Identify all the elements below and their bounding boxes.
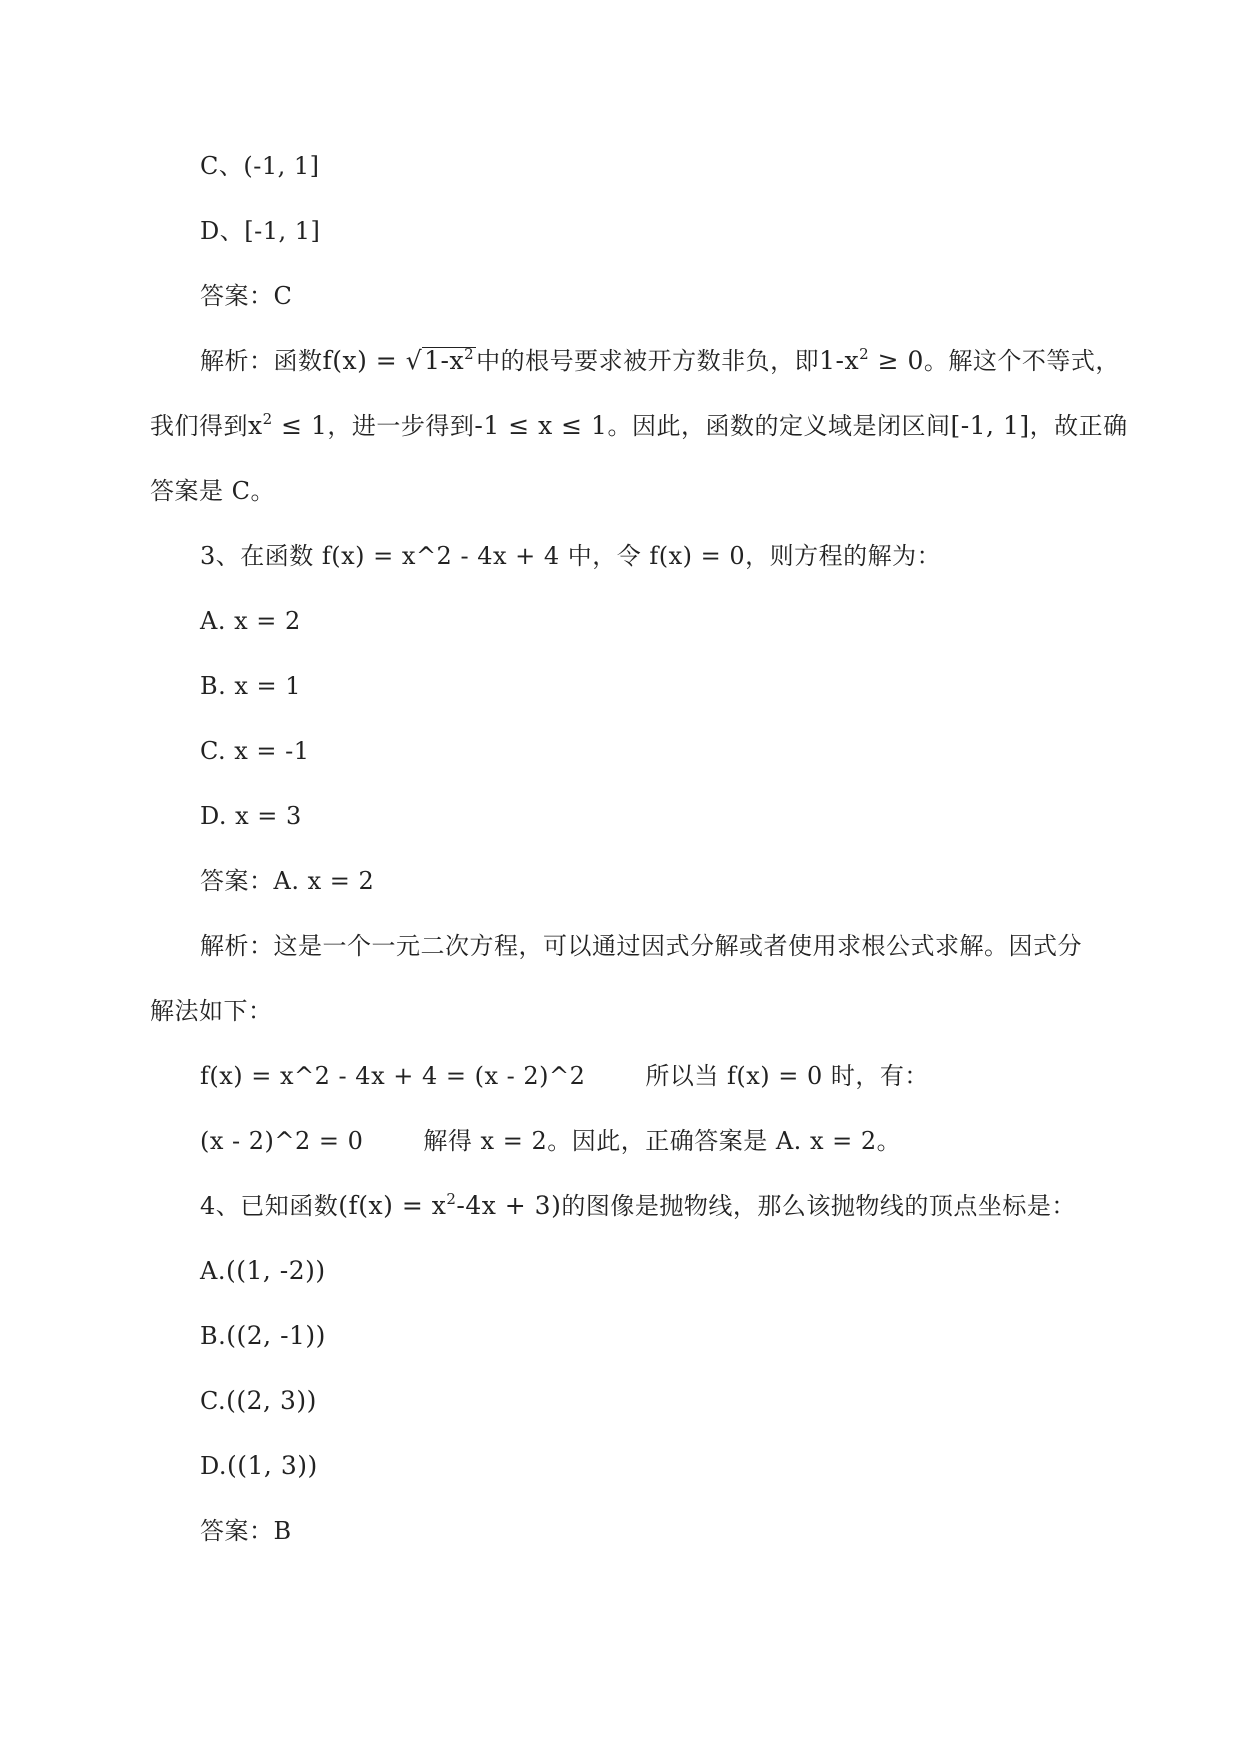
q4-option-a xyxy=(200,1255,326,1287)
q4-option-a-label: A. xyxy=(200,1257,226,1285)
q2-analysis-label: 解析：函数 xyxy=(200,347,323,375)
step1-expression: f(x) = x^2 - 4x + 4 = (x - 2)^2 xyxy=(200,1062,586,1090)
ineq-rest: ≥ 0 xyxy=(869,346,924,375)
line2-x-squared xyxy=(248,411,327,440)
radicand-base: 1-x xyxy=(424,346,465,375)
q4-title-start: 4、已知函数 xyxy=(200,1192,339,1220)
q3-option-a: A. x = 2 xyxy=(200,607,301,635)
step1-text: 所以当 f(x) = 0 时，有： xyxy=(645,1062,929,1090)
line2-start: 我们得到 xyxy=(150,412,248,440)
q3-answer: 答案：A. x = 2 xyxy=(200,867,375,895)
sqrt-sign: √ xyxy=(405,346,423,375)
step2-text: 解得 x = 2。因此，正确答案是 A. x = 2。 xyxy=(423,1127,902,1155)
q2-analysis-line3: 答案是 C。 xyxy=(150,477,275,505)
line2-interval: [-1, 1] xyxy=(950,411,1030,440)
q4-option-c-label: C. xyxy=(200,1387,227,1415)
q4-option-c-value: ((2, 3)) xyxy=(226,1386,317,1415)
ineq-base: 1-x xyxy=(819,346,860,375)
q2-ineq xyxy=(819,346,924,375)
q3-option-d: D. x = 3 xyxy=(200,802,302,830)
q4-option-a-value: ((1, -2)) xyxy=(225,1256,326,1285)
q4-title xyxy=(200,1190,1076,1222)
q4-expr-exponent: 2 xyxy=(446,1190,457,1208)
q2-analysis-mid: 中的根号要求被开方数非负，即 xyxy=(476,347,820,375)
q4-option-d-value: ((1, 3)) xyxy=(227,1451,318,1480)
q3-step2 xyxy=(200,1125,901,1157)
q4-option-d-label: D. xyxy=(200,1452,228,1480)
q4-expr-base: (f(x) = x xyxy=(338,1191,447,1220)
q4-expr-rest: -4x + 3) xyxy=(456,1191,562,1220)
sqrt-radicand xyxy=(422,347,476,374)
line2-exponent: 2 xyxy=(262,410,273,428)
q4-function-expr xyxy=(338,1191,561,1220)
ineq-exponent: 2 xyxy=(859,345,870,363)
q4-option-b xyxy=(200,1320,326,1352)
q2-analysis-line2 xyxy=(150,410,1128,442)
line2-ineq: -1 ≤ x ≤ 1 xyxy=(474,411,608,440)
radicand-exponent: 2 xyxy=(464,345,475,363)
q3-analysis-line2: 解法如下： xyxy=(150,997,273,1025)
q2-analysis-end: 。解这个不等式， xyxy=(923,347,1120,375)
line2-x: x xyxy=(248,411,263,440)
q4-option-b-label: B. xyxy=(200,1322,227,1350)
line2-rest: ≤ 1 xyxy=(272,411,328,440)
q2-answer: 答案：C xyxy=(200,282,293,310)
q2-option-d: D、[-1, 1] xyxy=(200,217,321,245)
line2-end: ，故正确 xyxy=(1029,412,1128,440)
q4-title-end: 的图像是抛物线，那么该抛物线的顶点坐标是： xyxy=(561,1192,1076,1220)
q4-option-c xyxy=(200,1385,317,1417)
step2-expression: (x - 2)^2 = 0 xyxy=(200,1127,364,1155)
q3-option-c: C. x = -1 xyxy=(200,737,310,765)
q3-title: 3、在函数 f(x) = x^2 - 4x + 4 中，令 f(x) = 0，则方程的解为： xyxy=(200,542,942,570)
q4-option-b-value: ((2, -1)) xyxy=(226,1321,326,1350)
q2-analysis-line1 xyxy=(200,345,1120,377)
q4-answer: 答案：B xyxy=(200,1517,292,1545)
q4-option-d xyxy=(200,1450,318,1482)
q3-step1 xyxy=(200,1060,929,1092)
q2-option-c: C、(-1, 1] xyxy=(200,152,320,180)
q3-analysis-line1: 解析：这是一个一元二次方程，可以通过因式分解或者使用求根公式求解。因式分 xyxy=(200,932,1082,960)
q3-option-b: B. x = 1 xyxy=(200,672,302,700)
line2-mid: ，进一步得到 xyxy=(327,412,475,440)
sqrt-symbol xyxy=(406,345,476,377)
q2-analysis-fx: f(x) = xyxy=(322,346,406,375)
line2-mid2: 。因此，函数的定义域是闭区间 xyxy=(607,412,951,440)
